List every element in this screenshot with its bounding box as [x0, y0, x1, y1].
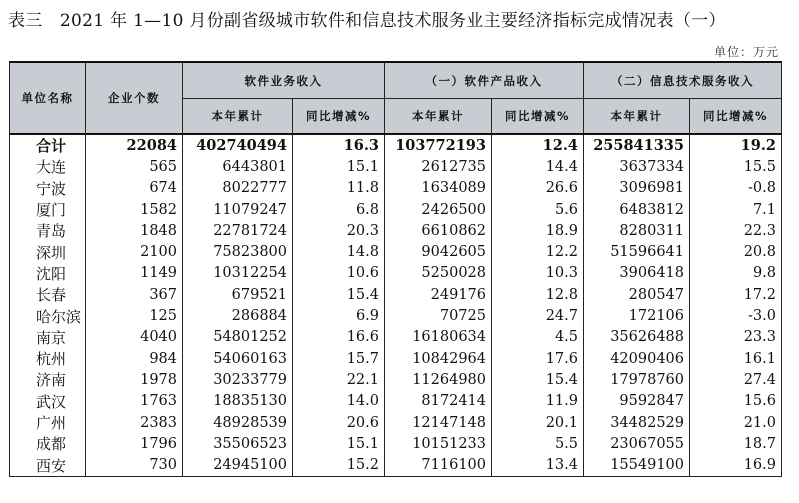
- table-row: [10, 199, 782, 220]
- cell-revenue-cumulative: 22781724: [183, 220, 293, 241]
- cell-revenue-cumulative: 75823800: [183, 241, 293, 262]
- cell-services-cumulative: 172106: [584, 305, 690, 326]
- cell-revenue-yoy: 16.3: [293, 134, 385, 156]
- cell-products-cumulative: 2612735: [385, 156, 492, 177]
- cell-services-cumulative: 6483812: [584, 199, 690, 220]
- cell-products-cumulative: 10842964: [385, 348, 492, 369]
- cell-services-yoy: 22.3: [690, 220, 782, 241]
- cell-products-yoy: 24.7: [492, 305, 584, 326]
- cell-products-cumulative: 249176: [385, 284, 492, 305]
- cell-products-yoy: 26.6: [492, 178, 584, 199]
- table-row: [10, 391, 782, 412]
- cell-city-name: 南京: [10, 327, 86, 348]
- cell-products-cumulative: 70725: [385, 305, 492, 326]
- cell-city-name: 合计: [10, 134, 86, 156]
- cell-revenue-yoy: 6.8: [293, 199, 385, 220]
- cell-enterprise-count: 1848: [86, 220, 183, 241]
- cell-city-name: 长春: [10, 284, 86, 305]
- cell-services-yoy: -3.0: [690, 305, 782, 326]
- cell-products-yoy: 12.2: [492, 241, 584, 262]
- header-rev-yoy: 同比增减%: [293, 99, 385, 135]
- cell-city-name: 杭州: [10, 348, 86, 369]
- cell-revenue-cumulative: 35506523: [183, 433, 293, 454]
- cell-products-yoy: 12.8: [492, 284, 584, 305]
- cell-services-yoy: 7.1: [690, 199, 782, 220]
- cell-services-yoy: 21.0: [690, 412, 782, 433]
- cell-revenue-yoy: 20.3: [293, 220, 385, 241]
- cell-revenue-cumulative: 11079247: [183, 199, 293, 220]
- cell-products-yoy: 18.9: [492, 220, 584, 241]
- cell-products-cumulative: 10151233: [385, 433, 492, 454]
- cell-city-name: 济南: [10, 369, 86, 390]
- cell-revenue-yoy: 15.7: [293, 348, 385, 369]
- cell-products-yoy: 4.5: [492, 327, 584, 348]
- cell-revenue-cumulative: 10312254: [183, 263, 293, 284]
- cell-services-cumulative: 34482529: [584, 412, 690, 433]
- cell-products-cumulative: 7116100: [385, 454, 492, 476]
- cell-enterprise-count: 565: [86, 156, 183, 177]
- cell-products-yoy: 10.3: [492, 263, 584, 284]
- cell-products-yoy: 13.4: [492, 454, 584, 476]
- cell-enterprise-count: 1582: [86, 199, 183, 220]
- cell-revenue-yoy: 14.0: [293, 391, 385, 412]
- cell-products-cumulative: 103772193: [385, 134, 492, 156]
- unit-label: 单位：万元: [713, 45, 779, 59]
- cell-revenue-cumulative: 402740494: [183, 134, 293, 156]
- cell-enterprise-count: 125: [86, 305, 183, 326]
- cell-services-cumulative: 280547: [584, 284, 690, 305]
- cell-revenue-yoy: 14.8: [293, 241, 385, 262]
- cell-revenue-yoy: 20.6: [293, 412, 385, 433]
- cell-products-cumulative: 2426500: [385, 199, 492, 220]
- cell-city-name: 厦门: [10, 199, 86, 220]
- table-row: [10, 369, 782, 390]
- cell-city-name: 宁波: [10, 178, 86, 199]
- cell-revenue-cumulative: 54801252: [183, 327, 293, 348]
- cell-products-yoy: 5.5: [492, 433, 584, 454]
- cell-revenue-cumulative: 30233779: [183, 369, 293, 390]
- header-prod-yoy: 同比增减%: [492, 99, 584, 135]
- cell-products-cumulative: 1634089: [385, 178, 492, 199]
- header-it-services: （二）信息技术服务收入: [584, 62, 782, 99]
- cell-services-cumulative: 255841335: [584, 134, 690, 156]
- cell-products-cumulative: 11264980: [385, 369, 492, 390]
- cell-revenue-cumulative: 679521: [183, 284, 293, 305]
- cell-enterprise-count: 1796: [86, 433, 183, 454]
- cell-services-yoy: 15.6: [690, 391, 782, 412]
- cell-enterprise-count: 4040: [86, 327, 183, 348]
- table-row: [10, 241, 782, 262]
- header-svc-cumulative: 本年累计: [584, 99, 690, 135]
- header-enterprise-count: 企业个数: [86, 62, 183, 134]
- cell-services-yoy: 27.4: [690, 369, 782, 390]
- cell-products-cumulative: 12147148: [385, 412, 492, 433]
- cell-products-yoy: 12.4: [492, 134, 584, 156]
- cell-services-yoy: 16.1: [690, 348, 782, 369]
- cell-revenue-yoy: 10.6: [293, 263, 385, 284]
- header-software-revenue: 软件业务收入: [183, 62, 385, 99]
- cell-revenue-yoy: 11.8: [293, 178, 385, 199]
- cell-services-cumulative: 17978760: [584, 369, 690, 390]
- cell-city-name: 哈尔滨: [10, 305, 86, 326]
- cell-revenue-yoy: 16.6: [293, 327, 385, 348]
- cell-revenue-cumulative: 48928539: [183, 412, 293, 433]
- table-row: [10, 156, 782, 177]
- cell-services-yoy: 15.5: [690, 156, 782, 177]
- cell-enterprise-count: 2383: [86, 412, 183, 433]
- cell-services-cumulative: 3096981: [584, 178, 690, 199]
- cell-city-name: 大连: [10, 156, 86, 177]
- cell-services-yoy: -0.8: [690, 178, 782, 199]
- table-header: [10, 62, 782, 134]
- cell-revenue-yoy: 22.1: [293, 369, 385, 390]
- cell-city-name: 青岛: [10, 220, 86, 241]
- cell-products-yoy: 15.4: [492, 369, 584, 390]
- table-row: [10, 220, 782, 241]
- cell-revenue-cumulative: 54060163: [183, 348, 293, 369]
- table-row-total: [10, 134, 782, 156]
- table-row: [10, 454, 782, 476]
- cell-products-cumulative: 5250028: [385, 263, 492, 284]
- header-unit-name: 单位名称: [10, 62, 86, 134]
- cell-products-cumulative: 9042605: [385, 241, 492, 262]
- cell-products-yoy: 20.1: [492, 412, 584, 433]
- table-row: [10, 284, 782, 305]
- cell-services-cumulative: 3906418: [584, 263, 690, 284]
- cell-revenue-yoy: 15.1: [293, 433, 385, 454]
- header-software-products: （一）软件产品收入: [385, 62, 584, 99]
- table-row: [10, 433, 782, 454]
- cell-services-cumulative: 9592847: [584, 391, 690, 412]
- table-body: [10, 134, 782, 476]
- cell-revenue-cumulative: 18835130: [183, 391, 293, 412]
- cell-products-cumulative: 8172414: [385, 391, 492, 412]
- cell-enterprise-count: 1149: [86, 263, 183, 284]
- cell-revenue-yoy: 15.1: [293, 156, 385, 177]
- cell-products-cumulative: 16180634: [385, 327, 492, 348]
- cell-services-yoy: 18.7: [690, 433, 782, 454]
- table-row: [10, 412, 782, 433]
- economic-indicators-table: [9, 61, 782, 477]
- table-row: [10, 327, 782, 348]
- cell-products-yoy: 11.9: [492, 391, 584, 412]
- cell-services-yoy: 20.8: [690, 241, 782, 262]
- cell-revenue-cumulative: 8022777: [183, 178, 293, 199]
- cell-services-cumulative: 8280311: [584, 220, 690, 241]
- cell-enterprise-count: 984: [86, 348, 183, 369]
- cell-services-cumulative: 15549100: [584, 454, 690, 476]
- cell-city-name: 成都: [10, 433, 86, 454]
- cell-products-yoy: 17.6: [492, 348, 584, 369]
- cell-services-cumulative: 42090406: [584, 348, 690, 369]
- cell-revenue-cumulative: 6443801: [183, 156, 293, 177]
- cell-city-name: 广州: [10, 412, 86, 433]
- cell-services-cumulative: 3637334: [584, 156, 690, 177]
- cell-revenue-yoy: 15.4: [293, 284, 385, 305]
- cell-services-yoy: 23.3: [690, 327, 782, 348]
- cell-services-yoy: 9.8: [690, 263, 782, 284]
- cell-services-yoy: 16.9: [690, 454, 782, 476]
- cell-enterprise-count: 22084: [86, 134, 183, 156]
- cell-city-name: 武汉: [10, 391, 86, 412]
- header-prod-cumulative: 本年累计: [385, 99, 492, 135]
- cell-city-name: 西安: [10, 454, 86, 476]
- cell-products-cumulative: 6610862: [385, 220, 492, 241]
- cell-revenue-cumulative: 24945100: [183, 454, 293, 476]
- cell-services-cumulative: 51596641: [584, 241, 690, 262]
- cell-services-yoy: 17.2: [690, 284, 782, 305]
- table-row: [10, 178, 782, 199]
- cell-enterprise-count: 730: [86, 454, 183, 476]
- cell-services-cumulative: 23067055: [584, 433, 690, 454]
- cell-enterprise-count: 1763: [86, 391, 183, 412]
- header-svc-yoy: 同比增减%: [690, 99, 782, 135]
- cell-enterprise-count: 674: [86, 178, 183, 199]
- cell-revenue-yoy: 15.2: [293, 454, 385, 476]
- cell-enterprise-count: 367: [86, 284, 183, 305]
- cell-city-name: 沈阳: [10, 263, 86, 284]
- cell-enterprise-count: 1978: [86, 369, 183, 390]
- page-title: 表三 2021 年 1—10 月份副省级城市软件和信息技术服务业主要经济指标完成情况表（一）: [8, 11, 726, 31]
- cell-services-yoy: 19.2: [690, 134, 782, 156]
- cell-revenue-cumulative: 286884: [183, 305, 293, 326]
- cell-revenue-yoy: 6.9: [293, 305, 385, 326]
- header-rev-cumulative: 本年累计: [183, 99, 293, 135]
- cell-enterprise-count: 2100: [86, 241, 183, 262]
- cell-city-name: 深圳: [10, 241, 86, 262]
- cell-products-yoy: 14.4: [492, 156, 584, 177]
- cell-services-cumulative: 35626488: [584, 327, 690, 348]
- table-row: [10, 263, 782, 284]
- cell-products-yoy: 5.6: [492, 199, 584, 220]
- table-row: [10, 305, 782, 326]
- table-row: [10, 348, 782, 369]
